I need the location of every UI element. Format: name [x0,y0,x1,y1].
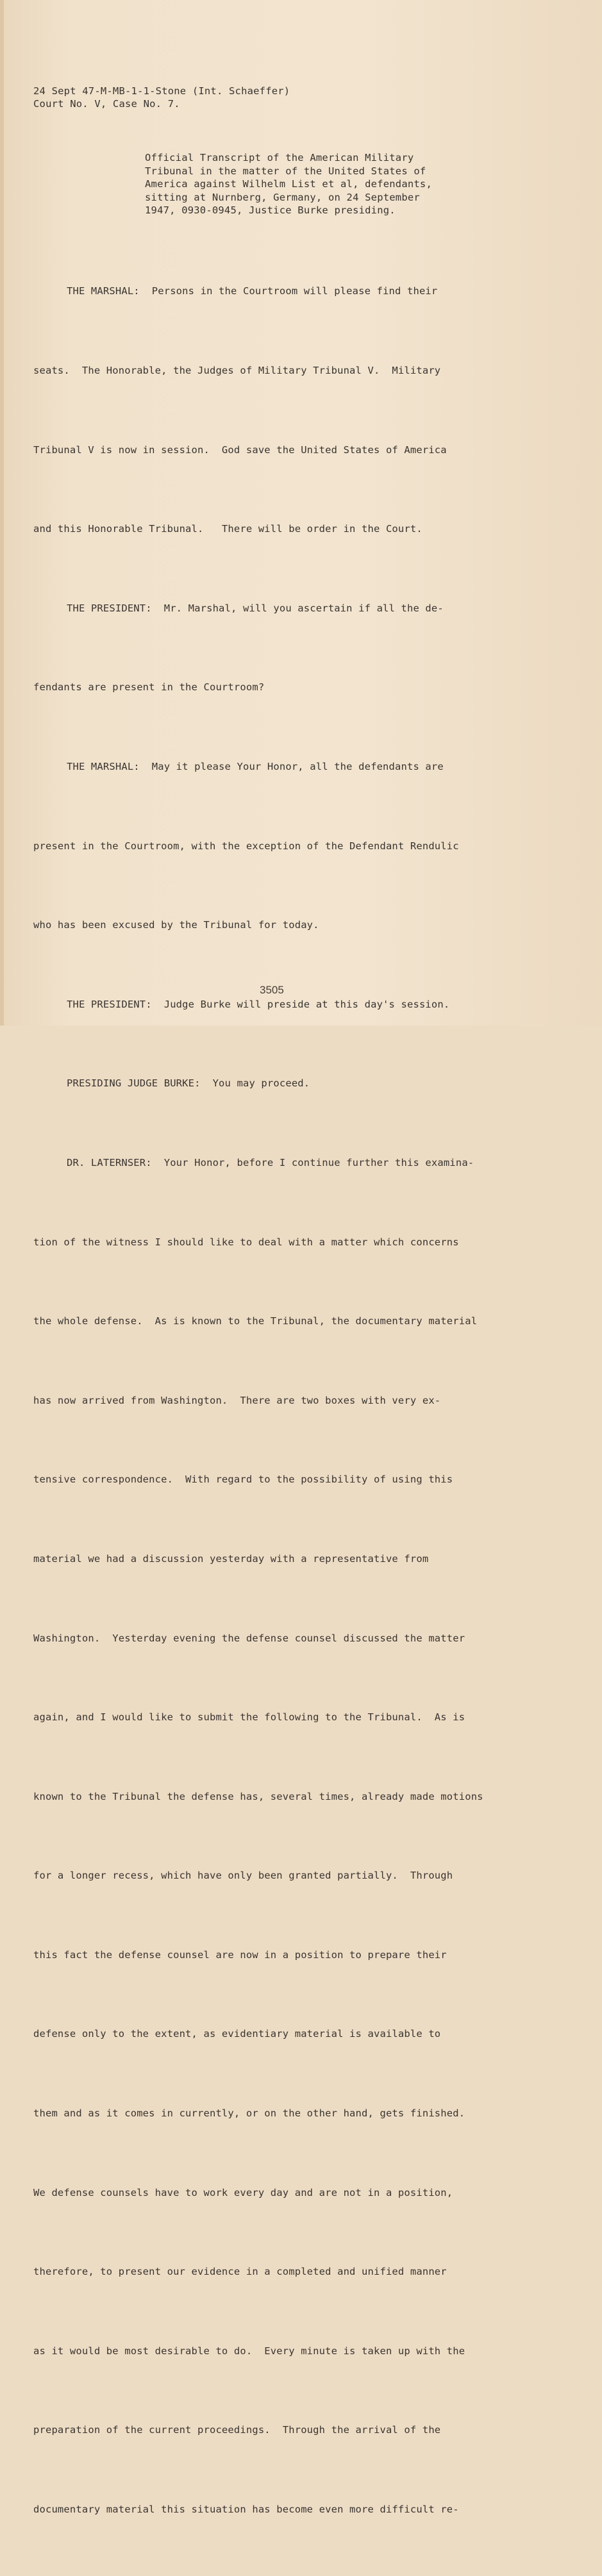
body-line: We defense counsels have to work every day and are not in a position, [33,2186,453,2198]
body-line: fendants are present in the Courtroom? [33,681,265,694]
body-line: documentary material this situation has become even more difficult re- [33,2504,459,2516]
body-line: Tribunal V is now in session. God save the United States of America [33,444,447,456]
body-line: therefore, to present our evidence in a completed and unified manner [33,2266,447,2278]
body-line: DR. LATERNSER: Your Honor, before I continue further this examina- [67,1156,474,1168]
body-line: THE PRESIDENT: Judge Burke will preside at this day's session. [67,998,450,1010]
body-line: Washington. Yesterday evening the defense counsel discussed the matter [33,1632,465,1644]
body-line: tion of the witness I should like to deal with a matter which concerns [33,1236,459,1248]
body-line: known to the Tribunal the defense has, several times, already made motions [33,1790,483,1802]
transcript-body [33,226,585,2576]
document-header [33,85,290,110]
page-number: 3505 [260,984,284,996]
body-line: material we had a discussion yesterday with a representative from [33,1552,429,1565]
body-line: PRESIDING JUDGE BURKE: You may proceed. [67,1077,310,1090]
body-line: this fact the defense counsel are now in a position to prepare their [33,1949,447,1961]
body-line: and this Honorable Tribunal. There will be order in the Court. [33,523,422,535]
title-line: 1947, 0930-0945, Justice Burke presiding. [145,204,396,216]
body-line: as it would be most desirable to do. Every minute is taken up with the [33,2345,465,2357]
body-line: defense only to the extent, as evidentiary material is available to [33,2028,441,2040]
title-line: sitting at Nurnberg, Germany, on 24 September [145,191,420,203]
body-line: who has been excused by the Tribunal for today. [33,919,319,931]
body-line: preparation of the current proceedings. Through the arrival of the [33,2424,441,2436]
header-line-1: 24 Sept 47-M-MB-1-1-Stone (Int. Schaeffer) [33,85,290,97]
body-line: tensive correspondence. With regard to the possibility of using this [33,1474,453,1486]
title-line: Tribunal in the matter of the United States of [145,165,426,177]
body-line: present in the Courtroom, with the exception of the Defendant Rendulic [33,840,459,852]
body-line: THE PRESIDENT: Mr. Marshal, will you ascertain if all the de- [67,602,444,614]
body-line: seats. The Honorable, the Judges of Military Tribunal V. Military [33,365,441,376]
body-line: THE MARSHAL: May it please Your Honor, all the defendants are [67,760,444,772]
transcript-title-block [145,151,432,217]
paper-edge [0,0,4,1026]
body-line: them and as it comes in currently, or on the other hand, gets finished. [33,2107,465,2120]
title-line: Official Transcript of the American Military [145,152,414,163]
body-line: has now arrived from Washington. There are two boxes with very ex- [33,1394,441,1406]
body-line: THE MARSHAL: Persons in the Courtroom will please find their [67,285,438,297]
title-line: America against Wilhelm List et al, defendants, [145,178,432,190]
body-line: again, and I would like to submit the following to the Tribunal. As is [33,1711,465,1724]
body-line: the whole defense. As is known to the Tribunal, the documentary material [33,1315,478,1327]
header-line-2: Court No. V, Case No. 7. [33,98,180,110]
body-line: for a longer recess, which have only been granted partially. Through [33,1870,453,1882]
